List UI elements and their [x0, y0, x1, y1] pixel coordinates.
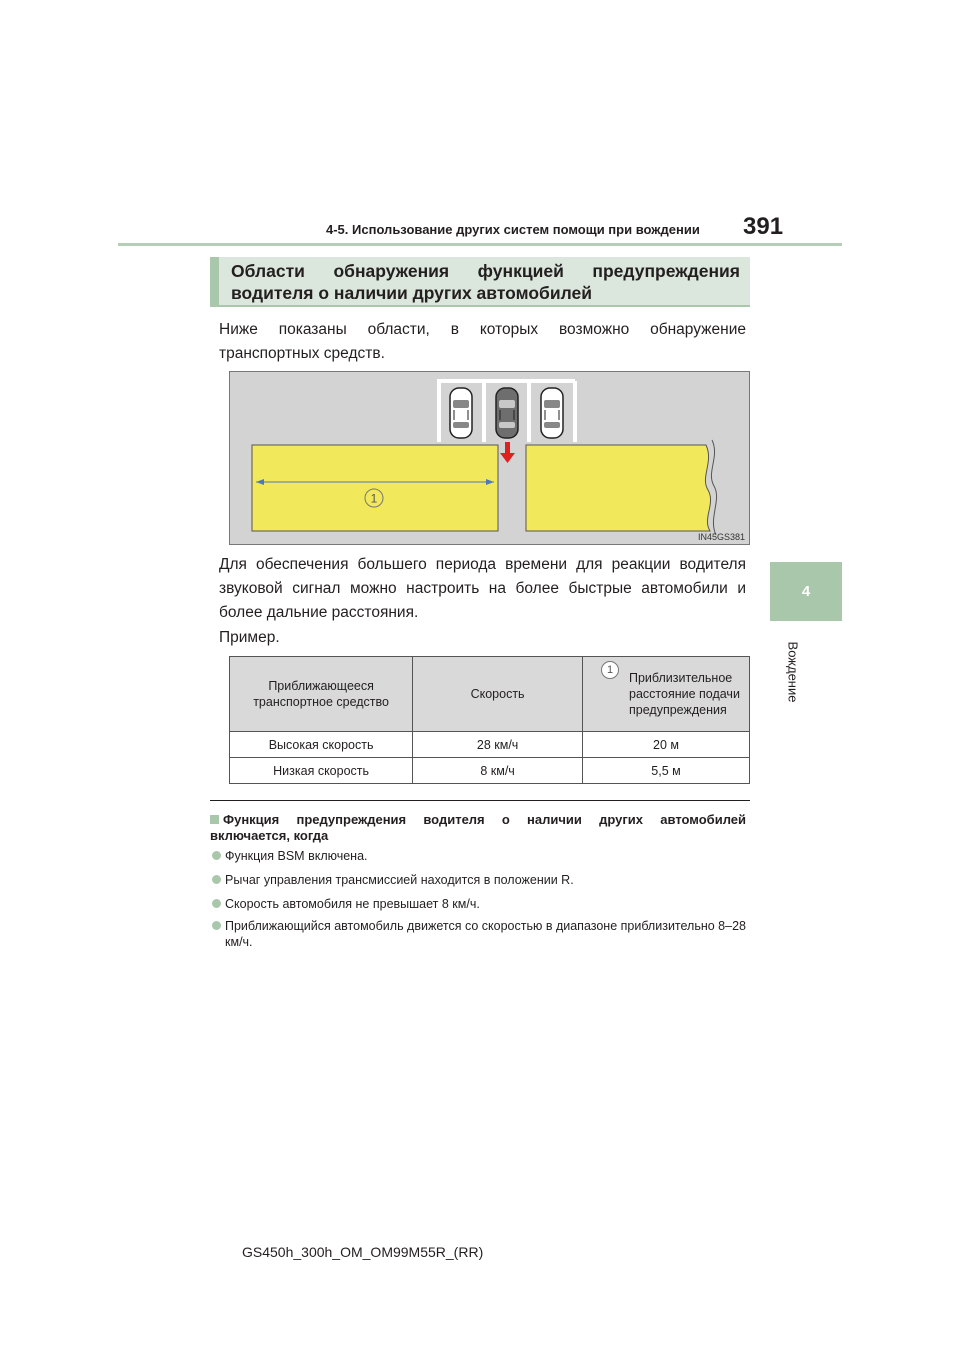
- break-line: [711, 440, 716, 535]
- table-header-row: [230, 657, 750, 732]
- bullet-dot-icon: [212, 875, 221, 884]
- chapter-label-text: Вождение: [785, 641, 801, 703]
- detection-zone-left: [252, 445, 498, 531]
- conditions-title: [210, 812, 746, 844]
- body-text-line-3: более дальние расстояния.: [219, 604, 419, 621]
- table-cell: 28 км/ч: [413, 732, 583, 758]
- table-header-distance-text: Приблизительное расстояние подачи предупреждения: [629, 671, 740, 717]
- body-text-line-1: Для обеспечения большего периода времени для реакции водителя: [219, 556, 746, 573]
- approaching-car-center: [496, 388, 518, 438]
- table-row: [230, 732, 750, 758]
- list-item: Скорость автомобиля не превышает 8 км/ч.: [225, 896, 480, 912]
- square-bullet-icon: [210, 815, 219, 824]
- detection-area-illustration: [230, 372, 749, 544]
- section-heading-line-2: водителя о наличии других автомобилей: [231, 283, 592, 303]
- table-header-distance: [583, 657, 750, 732]
- reverse-direction-arrow-icon: [500, 442, 515, 463]
- table-cell: Высокая скорость: [230, 732, 413, 758]
- intro-text-line-2: транспортных средств.: [219, 345, 385, 362]
- conditions-title-line-1: Функция предупреждения водителя о наличии других автомобилей: [210, 812, 746, 828]
- bullet-dot-icon: [212, 851, 221, 860]
- warning-distance-table: [229, 656, 750, 784]
- parked-car-left: [450, 388, 472, 438]
- bullet-dot-icon: [212, 899, 221, 908]
- table-cell: 20 м: [583, 732, 750, 758]
- table-header-vehicle: Приближающееся транспортное средство: [230, 657, 413, 732]
- table-cell: 5,5 м: [583, 758, 750, 784]
- section-path: 4-5. Использование других систем помощи при вождении: [326, 222, 700, 237]
- list-item: Функция BSM включена.: [225, 848, 368, 864]
- figure-code: IN45GS381: [697, 532, 745, 542]
- page-number: 391: [743, 213, 784, 240]
- table-header-speed: Скорость: [413, 657, 583, 732]
- bullet-dot-icon: [212, 921, 221, 930]
- chapter-number: 4: [801, 583, 811, 600]
- table-row: [230, 758, 750, 784]
- list-item: Рычаг управления трансмиссией находится в положении R.: [225, 872, 574, 888]
- section-divider: [210, 800, 750, 801]
- distance-marker-circle: 1: [601, 661, 619, 679]
- parked-car-right: [541, 388, 563, 438]
- table-cell: 8 км/ч: [413, 758, 583, 784]
- chapter-label: [783, 627, 803, 717]
- example-label: Пример.: [219, 629, 280, 646]
- detection-zone-right: [526, 445, 711, 531]
- table-cell: Низкая скорость: [230, 758, 413, 784]
- chapter-tab[interactable]: [770, 562, 842, 621]
- list-item: Приближающийся автомобиль движется со скоростью в диапазоне приблизительно 8–28 км/ч.: [225, 918, 746, 950]
- footer-doc-code: GS450h_300h_OM_OM99M55R_(RR): [242, 1244, 484, 1260]
- section-heading: [210, 257, 750, 307]
- conditions-title-line-2: включается, когда: [210, 828, 329, 843]
- header-rule: [118, 243, 842, 246]
- detection-area-figure: [229, 371, 750, 545]
- section-heading-line-1: Области обнаружения функцией предупреждения: [231, 261, 740, 281]
- distance-marker-number: 1: [370, 491, 378, 506]
- intro-text-line-1: Ниже показаны области, в которых возможно обнаружение: [219, 321, 746, 338]
- body-text-line-2: звуковой сигнал можно настроить на более быстрые автомобили и: [219, 580, 746, 597]
